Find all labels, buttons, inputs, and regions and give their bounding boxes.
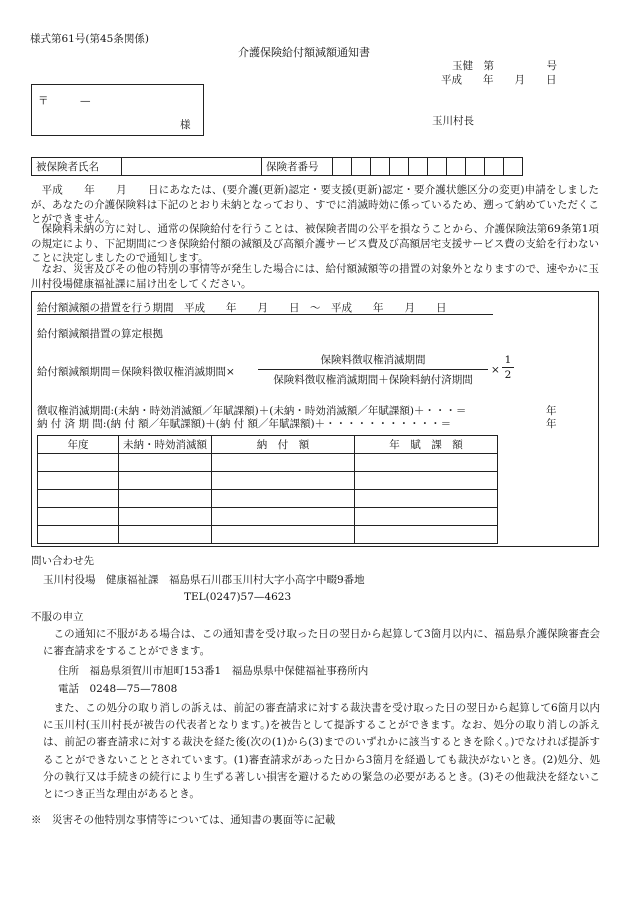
period-line: 給付額減額の措置を行う期間 平成 年 月 日 〜 平成 年 月 日 [37, 302, 447, 314]
insured-table [31, 157, 523, 176]
number-cell [352, 158, 371, 176]
appeal-paragraph-2: また、この処分の取り消しの訴えは、前記の審査請求に対する裁決書を受け取った日の翌日から起算して6箇月以内に玉川村(玉川村長が被告の代表者となります。)を被告として提訴することができます。なお、処分の取り消しの訴えは、前記の審査請求に対する裁決を経た後(次の(1)から(3)までのいずれかに該当するときを除く。)でなければ提訴することができないこととされています。(1)審査請求があった日から3箇月を経過しても裁決がないとき。(2)処分、処分の執行又は手続きの続行により生ずる著しい損害を避けるための緊急の必要があるとき。(3)その他裁決を経ないことにつき正当な理由があるとき。 [43, 702, 600, 801]
paid-period-line: 納 付 済 期 間:(納 付 額／年賦課額)＋(納 付 額／年賦課額)＋・・・・・・・・・・・＝ [37, 418, 452, 430]
table-row [38, 490, 498, 508]
number-cell [485, 158, 504, 176]
basis-title: 給付額減額措置の算定根拠 [37, 328, 163, 340]
number-cell [390, 158, 409, 176]
formula-denominator: 保険料徴収権消滅期間＋保険料納付済期間 [258, 369, 488, 387]
postal-code: 〒 — [38, 95, 91, 107]
table-header-row [38, 436, 498, 454]
period-underline [37, 314, 493, 315]
extinct-period-line: 徴収権消滅期間:(未納・時効消滅額／年賦課額)＋(未納・時効消滅額／年賦課額)＋・・・＝ [37, 405, 467, 417]
number-cell [447, 158, 466, 176]
body-paragraph-2: 保険料未納の方に対し、通常の保険給付を行うことは、被保険者間の公平を損なうことから、介護保険法第69条第1項の規定により、下記期間につき保険給付額の減額及び高額介護サービス費及び高額居宅支援サービス費の支給を行わないことに決定しましたので通知します。 [31, 223, 599, 264]
half-denominator: 2 [502, 367, 514, 381]
body-paragraph-3: なお、災害及びその他の特別の事情等が発生した場合には、給付額減額等の措置の対象外となりますので、速やかに玉川村役場健康福祉課に届け出をしてください。 [31, 263, 599, 290]
col-header-unpaid: 未納・時効消滅額 [119, 436, 212, 454]
appeal-paragraph-1: この通知に不服がある場合は、この通知書を受け取った日の翌日から起算して3箇月以内に、福島県介護保険審査会に審査請求をすることができます。 [43, 628, 600, 657]
col-header-year: 年度 [38, 436, 119, 454]
issuer: 玉川村長 [432, 115, 474, 127]
document-number: 玉健 第 号 [452, 60, 557, 72]
contact-office: 玉川村役場 健康福祉課 福島県石川郡玉川村大字小高字中畷9番地 [43, 574, 365, 586]
table-row [38, 472, 498, 490]
extinct-period-unit: 年 [546, 405, 557, 417]
contact-title: 問い合わせ先 [31, 555, 94, 567]
appeal-address: 住所 福島県須賀川市旭町153番1 福島県県中保健福祉事務所内 [58, 665, 369, 677]
insured-name-label: 被保険者氏名 [32, 158, 122, 176]
formula-fraction [258, 352, 488, 387]
number-cell [466, 158, 485, 176]
formula-left: 給付額減額期間＝保険料徴収権消滅期間× [37, 366, 235, 378]
table-row [38, 508, 498, 526]
document-date: 平成 年 月 日 [441, 74, 557, 86]
formula-numerator: 保険料徴収権消滅期間 [320, 354, 426, 366]
contact-tel: TEL(0247)57—4623 [184, 591, 292, 603]
col-header-annual: 年 賦 課 額 [355, 436, 498, 454]
number-cell [504, 158, 523, 176]
half-numerator: 1 [504, 354, 512, 366]
number-cell [409, 158, 428, 176]
appeal-phone: 電話 0248—75—7808 [58, 683, 178, 695]
number-cell [371, 158, 390, 176]
col-header-paid: 納 付 額 [212, 436, 355, 454]
number-cell [333, 158, 352, 176]
half-fraction [502, 354, 514, 381]
body-paragraph-1: 平成 年 月 日にあなたは、(要介護(更新)認定・要支援(更新)認定・要介護状態区分の変更)申請をしましたが、あなたの介護保険料は下記のとおり未納となっており、すでに消滅時効に係っているため、遡って納めていただくことができません。 [31, 184, 599, 225]
measures-box [31, 291, 599, 547]
number-cell [428, 158, 447, 176]
insured-name-cell [122, 158, 262, 176]
footnote: ※ 災害その他特別な事情等については、通知書の裏面等に記載 [31, 814, 336, 826]
table-row [38, 454, 498, 472]
insured-number-label: 保険者番号 [262, 158, 333, 176]
document-title: 介護保険給付額減額通知書 [238, 46, 370, 59]
address-box [31, 84, 204, 136]
appeal-title: 不服の申立 [31, 611, 84, 623]
paid-period-unit: 年 [546, 418, 557, 430]
table-row [38, 526, 498, 544]
form-number: 様式第61号(第45条関係) [30, 33, 149, 45]
formula-times: × [491, 364, 500, 376]
calculation-table [37, 435, 498, 544]
recipient-honorific: 様 [180, 119, 191, 131]
